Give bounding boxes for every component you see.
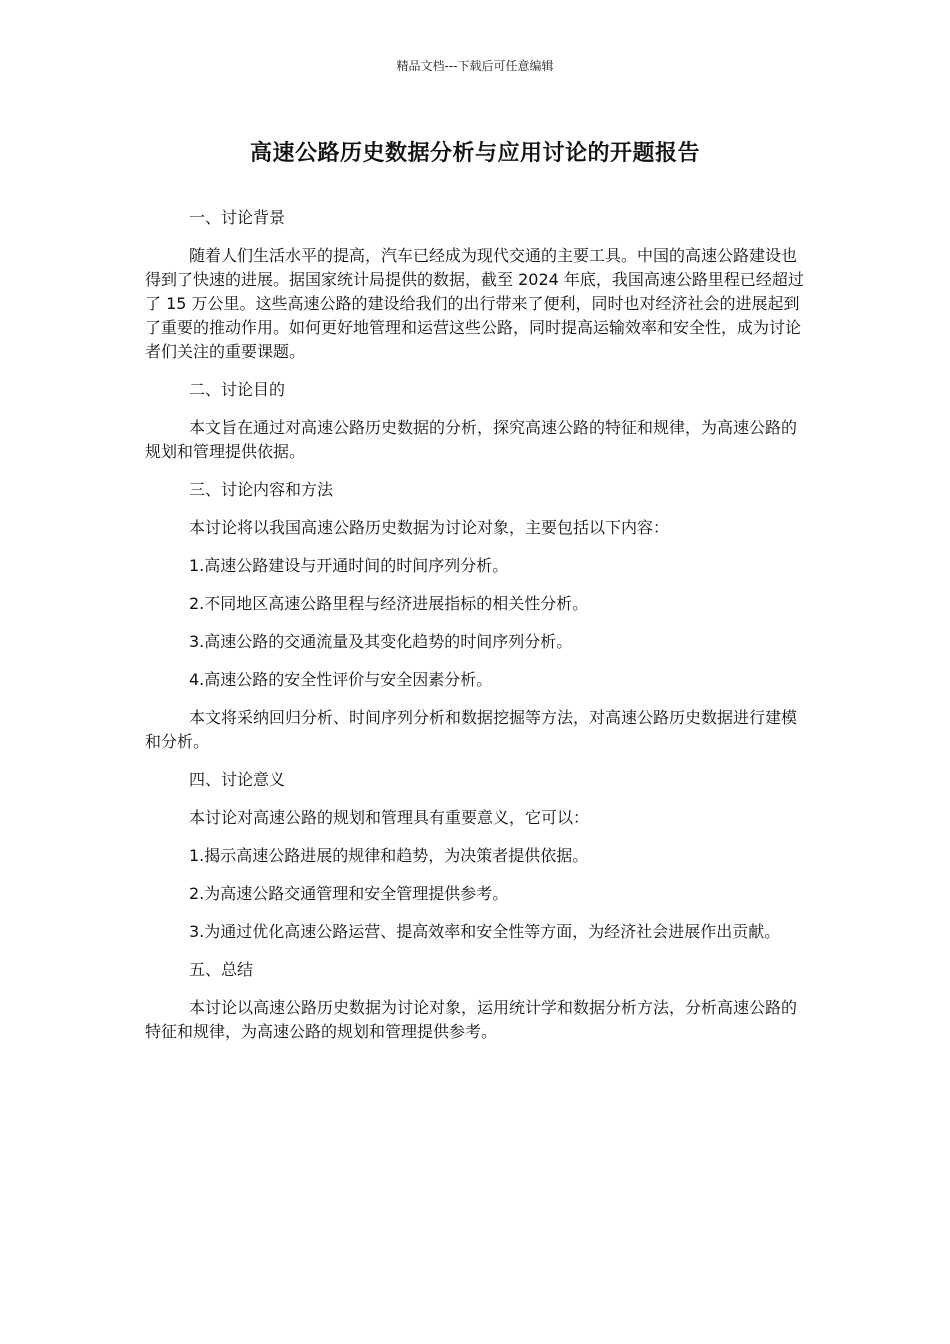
list-item-content-4: 4.高速公路的安全性评价与安全因素分析。 bbox=[189, 670, 493, 689]
paragraph-content-intro: 本讨论将以我国高速公路历史数据为讨论对象，主要包括以下内容： bbox=[189, 518, 670, 537]
section-heading-significance: 四、讨论意义 bbox=[189, 770, 286, 789]
list-item-content-1: 1.高速公路建设与开通时间的时间序列分析。 bbox=[189, 556, 509, 575]
section-heading-content: 三、讨论内容和方法 bbox=[189, 480, 334, 499]
header-note: 精品文档---下载后可任意编辑 bbox=[396, 59, 554, 73]
list-item-significance-3: 3.为通过优化高速公路运营、提高效率和安全性等方面，为经济社会进展作出贡献。 bbox=[189, 922, 781, 941]
paragraph-summary: 本讨论以高速公路历史数据为讨论对象，运用统计学和数据分析方法，分析高速公路的特征和规律，为高速公路的规划和管理提供参考。 bbox=[145, 998, 798, 1041]
list-item-content-3: 3.高速公路的交通流量及其变化趋势的时间序列分析。 bbox=[189, 632, 573, 651]
list-item-significance-2: 2.为高速公路交通管理和安全管理提供参考。 bbox=[189, 884, 509, 903]
paragraph-content-method: 本文将采纳回归分析、时间序列分析和数据挖掘等方法，对高速公路历史数据进行建模和分析。 bbox=[145, 708, 798, 751]
paragraph-significance-intro: 本讨论对高速公路的规划和管理具有重要意义，它可以： bbox=[189, 808, 590, 827]
section-heading-background: 一、讨论背景 bbox=[189, 208, 286, 227]
paragraph-background: 随着人们生活水平的提高，汽车已经成为现代交通的主要工具。中国的高速公路建设也得到了快速的进展。据国家统计局提供的数据，截至 2024 年底，我国高速公路里程已经超过了 15 万公里。这些高速公路的建设给我们的出行带来了便利，同时也对经济社会的进展起到了重要的推动作用。如何更好地管理和运营这些公路，同时提高运输效率和安全性，成为讨论者们关注的重要课题。 bbox=[145, 246, 804, 361]
document-body bbox=[145, 206, 805, 1058]
section-heading-summary: 五、总结 bbox=[189, 960, 254, 979]
section-heading-purpose: 二、讨论目的 bbox=[189, 380, 286, 399]
list-item-significance-1: 1.揭示高速公路进展的规律和趋势，为决策者提供依据。 bbox=[189, 846, 589, 865]
paragraph-purpose: 本文旨在通过对高速公路历史数据的分析，探究高速公路的特征和规律，为高速公路的规划和管理提供依据。 bbox=[145, 418, 798, 461]
document-title: 高速公路历史数据分析与应用讨论的开题报告 bbox=[249, 141, 700, 166]
list-item-content-2: 2.不同地区高速公路里程与经济进展指标的相关性分析。 bbox=[189, 594, 589, 613]
